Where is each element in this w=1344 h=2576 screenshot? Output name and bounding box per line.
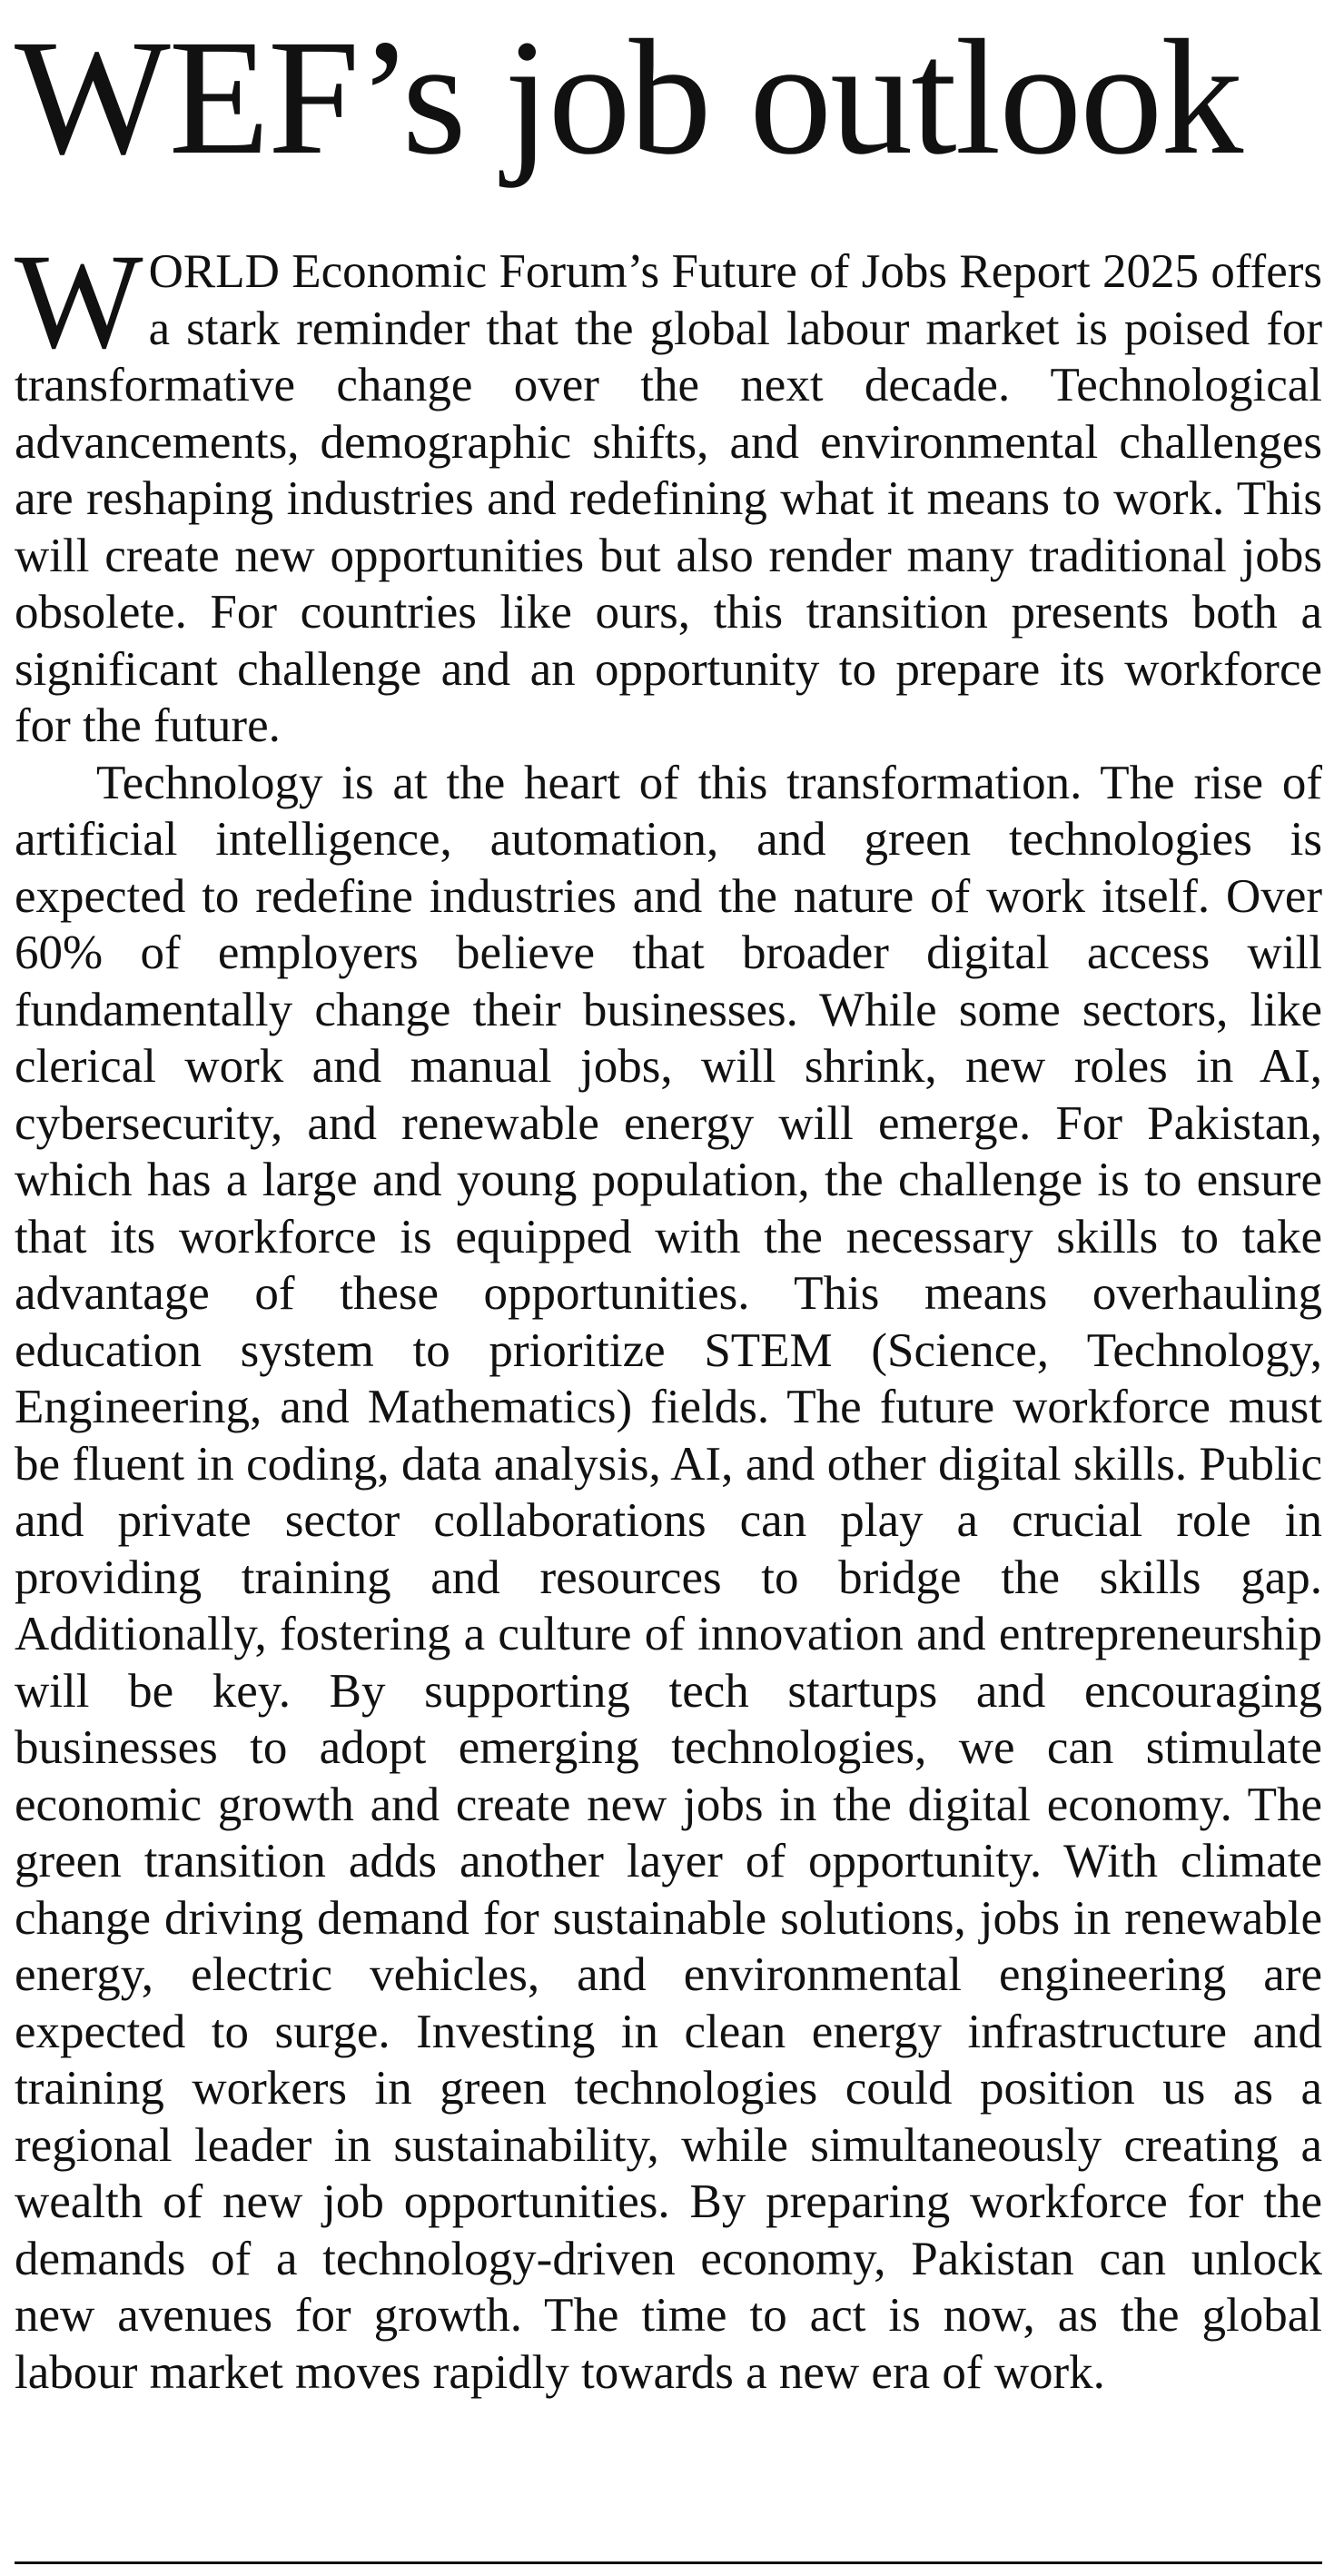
article-body <box>15 226 1322 2401</box>
paragraph-technology: Technology is at the heart of this transformation. The rise of artificial intelligence, automation, and green technologies is expected to redefine industries and the nature of work itself. Over 60% of employers believe that broader digital access will fundamentally change their businesses. While some sectors, like clerical work and manual jobs, will shrink, new roles in AI, cybersecurity, and renewable energy will emerge. For Pakistan, which has a large and young population, the challenge is to ensure that its workforce is equipped with the necessary skills to take advantage of these opportunities. This means overhauling education system to prioritize STEM (Science, Technology, Engineering, and Mathematics) fields. The future workforce must be fluent in coding, data analysis, AI, and other digital skills. Public and private sector collaborations can play a crucial role in providing training and resources to bridge the skills gap. Additionally, fostering a culture of innovation and entrepreneurship will be key. By supporting tech startups and encouraging businesses to adopt emerging technologies, we can stimulate economic growth and create new jobs in the digital economy. The green transition adds another layer of opportunity. With climate change driving demand for sustainable solutions, jobs in renewable energy, electric vehicles, and environmental engineering are expected to surge. Investing in clean energy infrastructure and training workers in green technologies could position us as a regional leader in sustainability, while simultaneously creating a wealth of new job opportunities. By preparing workforce for the demands of a technology-driven economy, Pakistan can unlock new avenues for growth. The time to act is now, as the global labour market moves rapidly towards a new era of work. <box>15 756 1322 2399</box>
bottom-divider <box>15 2561 1322 2564</box>
paragraph-intro-text: ORLD Economic Forum’s Future of Jobs Report 2025 offers a stark reminder that the global labour market is poised for transformative change over the next decade. Technological advancements, demographic shifts, and environmental challenges are reshaping industries and redefining what it means to work. This will create new opportunities but also render many traditional jobs obsolete. For countries like ours, this transition presents both a significant challenge and an opportunity to prepare its workforce for the future. <box>15 245 1322 752</box>
article-headline: WEF’s job outlook <box>15 6 1242 189</box>
drop-cap: W <box>15 226 143 377</box>
paragraph-intro <box>15 226 1322 755</box>
editorial-article <box>15 0 1322 2401</box>
